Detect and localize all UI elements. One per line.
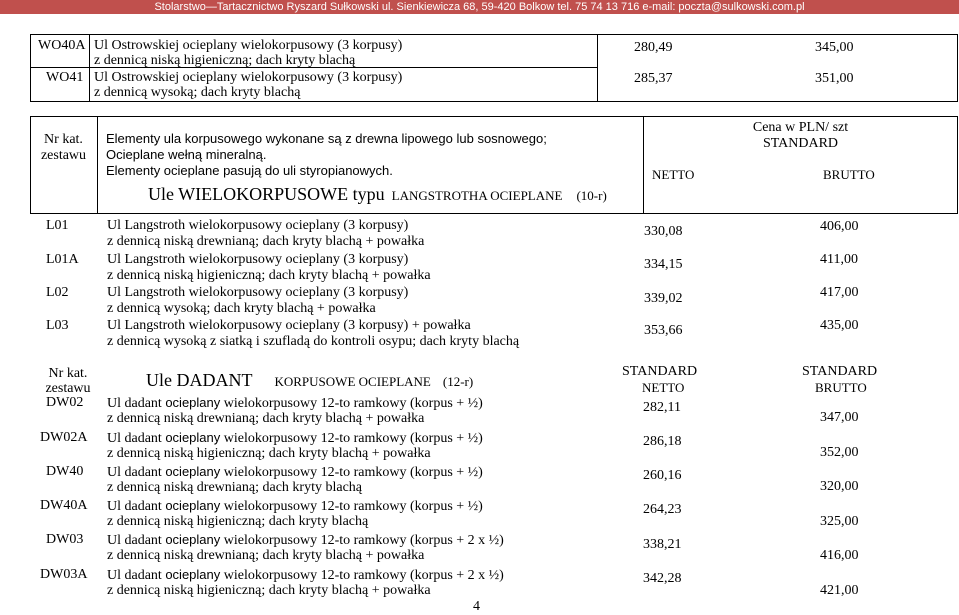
item-brutto: 421,00 xyxy=(820,583,859,598)
item-line2: z dennicą niską drewnianą; dach kryty blachą + powałka xyxy=(107,234,425,249)
item-code: L01A xyxy=(46,252,79,267)
netto-heading: NETTO xyxy=(642,380,685,395)
title-sub: LANGSTROTHA OCIEPLANE xyxy=(391,188,563,203)
wo-line1: Ul Ostrowskiej ocieplany wielokorpusowy (3 korpusy) xyxy=(94,38,403,53)
standard-heading: STANDARD xyxy=(802,364,878,379)
item-line1: Ul dadant ocieplany wielokorpusowy 12-to ramkowy (korpus + 2 x ½) xyxy=(107,567,504,583)
netto-heading: NETTO xyxy=(652,167,695,182)
wo-netto: 285,37 xyxy=(634,71,673,86)
wo-netto: 280,49 xyxy=(634,40,673,55)
item-brutto: 417,00 xyxy=(820,285,859,300)
nr-kat-label: Nr kat. xyxy=(48,366,88,381)
item-netto: 260,16 xyxy=(643,468,682,483)
item-line2: z dennicą wysoką; dach kryty blachą + powałka xyxy=(107,301,376,316)
wo-line1: Ul Ostrowskiej ocieplany wielokorpusowy (3 korpusy) xyxy=(94,70,403,85)
title-count: (10-r) xyxy=(576,188,607,203)
item-netto: 339,02 xyxy=(644,291,683,306)
item-brutto: 320,00 xyxy=(820,479,859,494)
wo-code: WO41 xyxy=(46,70,84,85)
section-title xyxy=(146,370,473,391)
standard-heading: STANDARD xyxy=(622,364,698,379)
item-line1: Ul dadant ocieplany wielokorpusowy 12-to ramkowy (korpus + ½) xyxy=(107,464,483,480)
item-code: L02 xyxy=(46,285,69,300)
item-line2: z dennicą niską higieniczną; dach kryty blachą + powałka xyxy=(107,583,431,598)
item-brutto: 347,00 xyxy=(820,410,859,425)
item-brutto: 411,00 xyxy=(820,252,858,267)
item-line1: Ul dadant ocieplany wielokorpusowy 12-to ramkowy (korpus + ½) xyxy=(107,498,483,514)
item-code: L01 xyxy=(46,218,69,233)
price-heading: Cena w PLN/ szt xyxy=(752,120,849,135)
item-netto: 330,08 xyxy=(644,224,683,239)
item-brutto: 416,00 xyxy=(820,548,859,563)
item-code: DW40 xyxy=(46,464,84,479)
wo-brutto: 351,00 xyxy=(815,71,854,86)
item-line1: Ul dadant ocieplany wielokorpusowy 12-to ramkowy (korpus + ½) xyxy=(107,430,483,446)
item-line2: z dennicą niską higieniczną; dach kryty blachą + powałka xyxy=(107,446,431,461)
item-code: DW02A xyxy=(40,430,88,445)
item-line2: z dennicą niską drewnianą; dach kryty blachą xyxy=(107,480,363,495)
item-line2: z dennicą wysoką z siatką i szufladą do kontroli osypu; dach kryty blachą xyxy=(107,334,520,349)
standard-heading: STANDARD xyxy=(762,136,839,151)
description-line: Elementy ula korpusowego wykonane są z drewna lipowego lub sosnowego; xyxy=(106,131,547,146)
item-brutto: 352,00 xyxy=(820,445,859,460)
title-count: (12-r) xyxy=(442,374,474,389)
company-header: Stolarstwo—Tartacznictwo Ryszard Sułkowski ul. Sienkiewicza 68, 59-420 Bolkow tel. 75 74 13 716 e-mail: poczta@sulkowski.com.pl xyxy=(0,0,959,14)
item-code: DW40A xyxy=(40,498,88,513)
item-netto: 338,21 xyxy=(643,537,682,552)
item-netto: 282,11 xyxy=(643,400,681,415)
page-number: 4 xyxy=(473,599,480,614)
item-netto: 342,28 xyxy=(643,571,682,586)
item-line1: Ul Langstroth wielokorpusowy ocieplany (3 korpusy) xyxy=(107,252,409,267)
brutto-heading: BRUTTO xyxy=(823,167,875,182)
item-line2: z dennicą niską higieniczną; dach kryty blachą xyxy=(107,514,369,529)
description-line: Elementy ocieplane pasują do uli styropianowych. xyxy=(106,163,393,178)
item-netto: 264,23 xyxy=(643,502,682,517)
item-code: L03 xyxy=(46,318,69,333)
brutto-heading: BRUTTO xyxy=(815,380,867,395)
wo-line2: z dennicą wysoką; dach kryty blachą xyxy=(94,85,301,100)
item-netto: 334,15 xyxy=(644,257,683,272)
item-code: DW03A xyxy=(40,567,88,582)
wo-line2: z dennicą niską higieniczną; dach kryty blachą xyxy=(94,53,356,68)
item-line1: Ul dadant ocieplany wielokorpusowy 12-to ramkowy (korpus + 2 x ½) xyxy=(107,532,504,548)
item-code: DW02 xyxy=(46,395,84,410)
nr-kat-label: Nr kat. xyxy=(44,132,83,147)
item-line2: z dennicą niską drewnianą; dach kryty blachą + powałka xyxy=(107,411,425,426)
section-title xyxy=(148,184,607,205)
item-line1: Ul dadant ocieplany wielokorpusowy 12-to ramkowy (korpus + ½) xyxy=(107,395,483,411)
item-brutto: 435,00 xyxy=(820,318,859,333)
item-code: DW03 xyxy=(46,532,84,547)
item-netto: 286,18 xyxy=(643,434,682,449)
zestawu-label: zestawu xyxy=(45,381,91,396)
title-sub: KORPUSOWE OCIEPLANE xyxy=(274,374,431,389)
item-line1: Ul Langstroth wielokorpusowy ocieplany (3 korpusy) xyxy=(107,218,409,233)
item-brutto: 325,00 xyxy=(820,514,859,529)
title-main: Ule WIELOKORPUSOWE typu xyxy=(148,184,385,204)
title-main: Ule DADANT xyxy=(146,370,253,390)
item-line1: Ul Langstroth wielokorpusowy ocieplany (3 korpusy) xyxy=(107,285,409,300)
item-netto: 353,66 xyxy=(644,323,683,338)
wo-code: WO40A xyxy=(38,38,86,53)
description-line: Ocieplane wełną mineralną. xyxy=(106,147,267,162)
item-line1: Ul Langstroth wielokorpusowy ocieplany (3 korpusy) + powałka xyxy=(107,318,471,333)
item-brutto: 406,00 xyxy=(820,219,859,234)
zestawu-label: zestawu xyxy=(40,148,87,163)
item-line2: z dennicą niską drewnianą; dach kryty blachą + powałka xyxy=(107,548,425,563)
wo-brutto: 345,00 xyxy=(815,40,854,55)
item-line2: z dennicą niską higieniczną; dach kryty blachą + powałka xyxy=(107,268,431,283)
